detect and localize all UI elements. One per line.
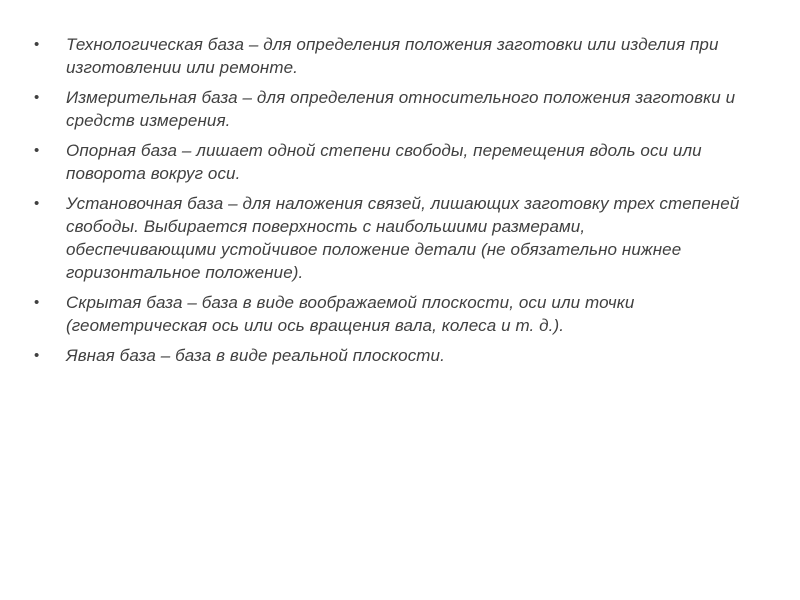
bullet-text: Явная база – база в виде реальной плоскости.	[66, 346, 445, 365]
list-item-support-base	[30, 139, 740, 185]
list-item-measuring-base	[30, 86, 740, 132]
bullet-icon: •	[34, 195, 40, 212]
bullet-icon: •	[34, 89, 40, 106]
bullet-icon: •	[34, 36, 40, 53]
bullet-icon: •	[34, 294, 40, 311]
bullet-text: Установочная база – для наложения связей, лишающих заготовку трех степеней свободы. Выбирается поверхность с наибольшими размерами, обеспечивающими устойчивое положение детали (не обязательно нижнее горизонтальное положение).	[66, 194, 740, 282]
bullet-text: Измерительная база – для определения относительного положения заготовки и средств измерения.	[66, 88, 736, 130]
bullet-list	[30, 33, 740, 374]
list-item-hidden-base	[30, 291, 740, 337]
list-item-explicit-base	[30, 344, 740, 367]
bullet-text: Технологическая база – для определения положения заготовки или изделия при изготовлении или ремонте.	[66, 35, 719, 77]
list-item-technological-base	[30, 33, 740, 79]
bullet-icon: •	[34, 347, 40, 364]
bullet-text: Опорная база – лишает одной степени свободы, перемещения вдоль оси или поворота вокруг оси.	[66, 141, 702, 183]
bullet-icon: •	[34, 142, 40, 159]
bullet-text: Скрытая база – база в виде воображаемой плоскости, оси или точки (геометрическая ось или ось вращения вала, колеса и т. д.).	[66, 293, 635, 335]
list-item-installation-base	[30, 192, 740, 284]
